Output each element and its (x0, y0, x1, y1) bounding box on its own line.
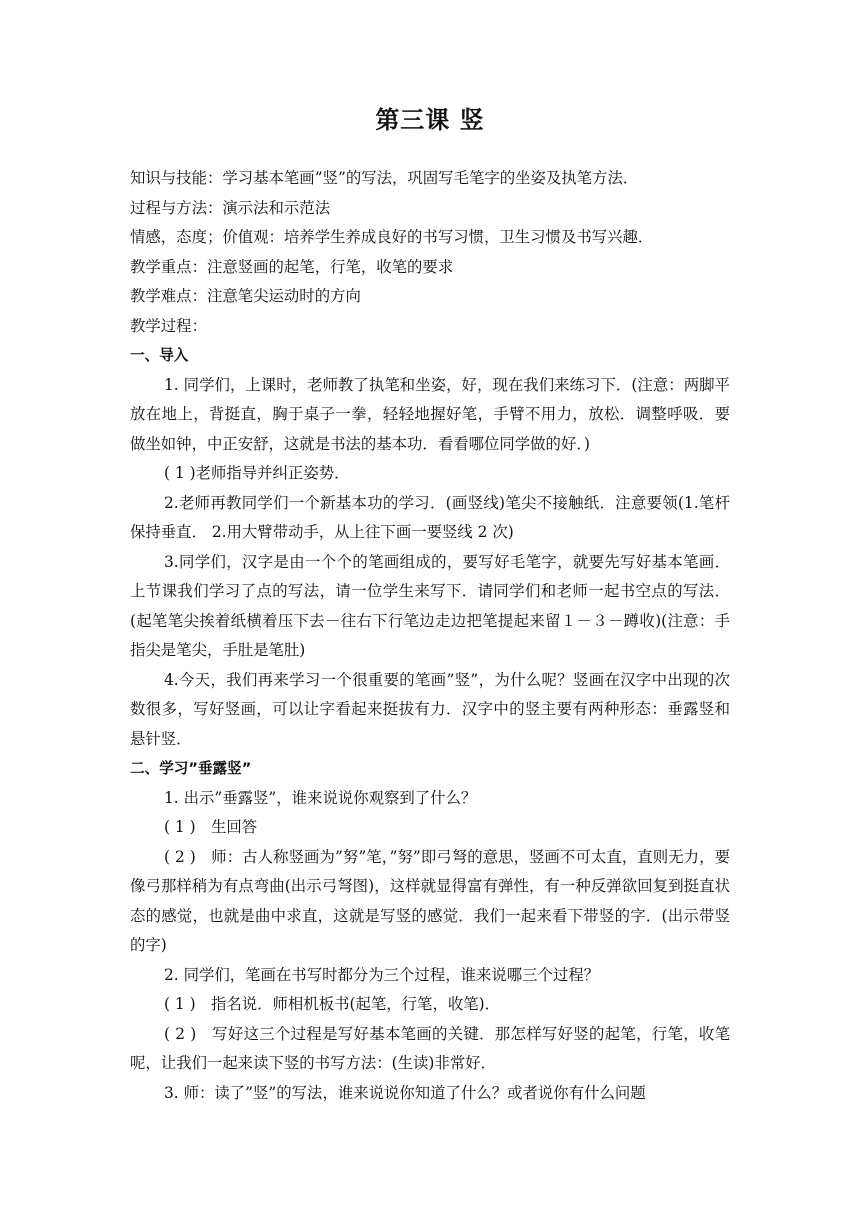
paragraph: ( 1 ) 指名说．师相机板书(起笔，行笔，收笔)． (164, 995, 501, 1013)
teaching-difficulty: 教学难点：注意笔尖运动时的方向 (130, 287, 361, 305)
section-heading-vertical: 二、学习”垂露竖” (130, 760, 252, 777)
teaching-focus: 教学重点：注意竖画的起笔，行笔，收笔的要求 (130, 257, 454, 276)
paragraph: ( 1 )老师指导并纠正姿势． (164, 464, 350, 482)
objective-process: 过程与方法：演示法和示范法 (130, 198, 331, 217)
paragraph: 3.同学们，汉字是由一个个的笔画组成的，要写好毛笔字，就要先写好基本笔画．上节课我们学习了点的写法，请一位学生来写下．请同学们和老师一起书空点的写法．(起笔笔尖挨着纸横着压下去－往右下行笔边走边把笔提起来留１－３－蹲收)(注意：手指尖是笔尖，手肚是笔肚) (130, 552, 730, 659)
section-heading-intro: 一、导入 (130, 347, 189, 364)
paragraph: 1. 同学们，上课时，老师教了执笔和坐姿，好，现在我们来练习下．(注意：两脚平放在地上，背挺直，胸于桌子一拳，轻轻地握好笔，手臂不用力，放松．调整呼吸．要做坐如钟，中正安舒，这就是书法的基本功．看看哪位同学做的好．) (130, 375, 730, 453)
paragraph: 1. 出示”垂露竖”，谁来说说你观察到了什么？ (164, 788, 477, 807)
paragraph: 3. 师：读了”竖”的写法，谁来说说你知道了什么？或者说你有什么问题 (164, 1083, 646, 1102)
document-body (130, 164, 730, 1108)
teaching-process-label: 教学过程： (130, 316, 207, 335)
objective-attitude: 情感，态度；价值观：培养学生养成良好的书写习惯，卫生习惯及书写兴趣． (130, 228, 654, 246)
paragraph: 4.今天，我们再来学习一个很重要的笔画”竖”，为什么呢？竖画在汉字中出现的次数很多，写好竖画，可以让字看起来挺拔有力．汉字中的竖主要有两种形态：垂露竖和悬针竖． (130, 670, 730, 748)
paragraph: ( 2 ) 师：古人称竖画为”努”笔，”努”即弓弩的意思，竖画不可太直，直则无力，要像弓那样稍为有点弯曲(出示弓弩图)，这样就显得富有弹性，有一种反弹欲回复到挺直状态的感觉，也就是曲中求直，这就是写竖的感觉．我们一起来看下带竖的字．(出示带竖的字) (130, 847, 730, 954)
objective-knowledge: 知识与技能：学习基本笔画”竖”的写法，巩固写毛笔字的坐姿及执笔方法． (130, 169, 639, 187)
paragraph: 2.老师再教同学们一个新基本功的学习．(画竖线)笔尖不接触纸．注意要领(1.笔杆保持垂直． 2.用大臂带动手，从上往下画一要竖线 2 次) (130, 493, 730, 541)
paragraph: ( 2 ) 写好这三个过程是写好基本笔画的关键．那怎样写好竖的起笔，行笔，收笔呢，让我们一起来读下竖的书写方法：(生读)非常好． (130, 1024, 730, 1072)
page-title: 第三课 竖 (375, 106, 485, 134)
paragraph: ( 1 ) 生回答 (164, 818, 258, 836)
paragraph: 2. 同学们，笔画在书写时都分为三个过程，谁来说哪三个过程？ (164, 965, 600, 984)
